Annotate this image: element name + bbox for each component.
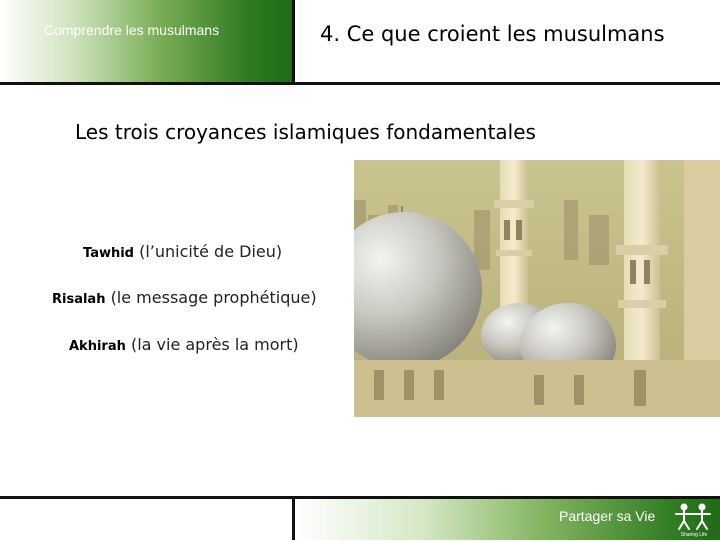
belief-term: Risalah — [52, 292, 106, 307]
header-banner — [0, 0, 292, 82]
belief-term: Akhirah — [69, 339, 126, 354]
two-people-icon — [673, 502, 715, 538]
footer-divider-vertical — [292, 496, 295, 540]
logo-caption: Sharing Life — [680, 532, 708, 538]
belief-term: Tawhid — [83, 246, 134, 261]
mosque-photo — [354, 160, 720, 417]
footer-divider-horizontal — [0, 496, 720, 499]
belief-item-tawhid — [83, 242, 282, 261]
belief-item-risalah — [52, 288, 317, 307]
belief-description: (la vie après la mort) — [130, 335, 299, 354]
footer-text: Partager sa Vie — [559, 508, 656, 524]
header-divider-vertical — [292, 0, 295, 84]
header-divider-horizontal — [0, 82, 720, 85]
belief-description: (le message prophétique) — [110, 288, 317, 307]
course-title: Comprendre les musulmans — [44, 22, 220, 38]
slide-subtitle: Les trois croyances islamiques fondamentales — [75, 120, 536, 144]
footer-left-panel — [0, 498, 292, 540]
footer-banner — [294, 498, 720, 540]
slide-title: 4. Ce que croient les musulmans — [320, 22, 665, 46]
belief-item-akhirah — [69, 335, 299, 354]
mosque-illustration — [354, 160, 720, 417]
belief-description: (l’unicité de Dieu) — [139, 242, 283, 261]
